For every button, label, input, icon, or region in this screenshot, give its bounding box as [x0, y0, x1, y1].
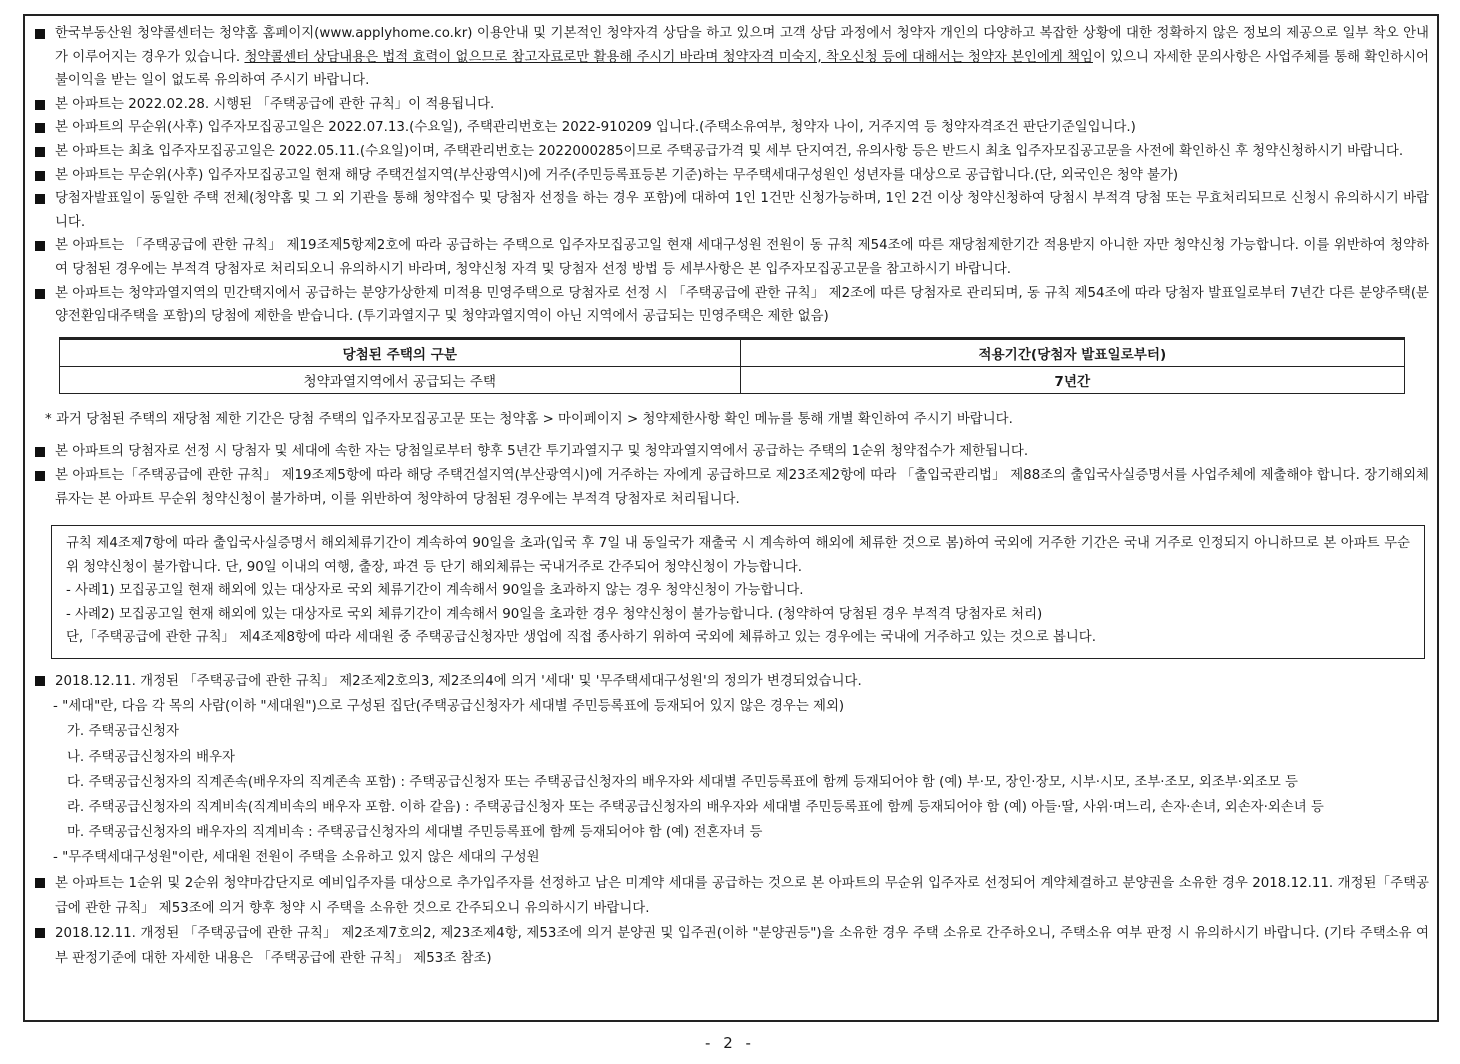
household-definition-1: - "세대"란, 다음 각 목의 사람(이하 "세대원")으로 구성된 집단(주택공급신청자가 세대별 주민등록표에 등재되어 있지 않은 경우는 제외) — [53, 699, 845, 715]
household-list-item: 마. 주택공급신청자의 배우자의 직계비속 : 주택공급신청자의 세대별 주민등록표에 함께 등재되어야 함 (예) 전혼자녀 등 — [67, 825, 763, 841]
household-list-item: 가. 주택공급신청자 — [67, 724, 179, 740]
overseas-stay-box — [51, 525, 1425, 659]
box-paragraph-1: 규칙 제4조제7항에 따라 출입국사실증명서 해외체류기간이 계속하여 90일을 초과(입국 후 7일 내 동일국가 재출국 시 계속하여 해외에 체류한 것으로 봄)하여 국외에 거주한 기간은 국내 거주로 인정되지 아니하므로 본 아파트 무순위 청약신청이 불가합니다. 단, 90일 이내의 여행, 출장, 파견 등 단기 해외체류는 국내거주로 간주되어 청약신청이 가능합니다. — [66, 536, 1410, 575]
document-frame — [23, 14, 1439, 1022]
box-case-2: - 사례2) 모집공고일 현재 해외에 있는 대상자로 국외 체류기간이 계속해서 90일을 초과한 경우 청약신청이 불가능합니다. (청약하여 당첨된 경우 부적격 당첨자로 처리) — [66, 606, 1043, 622]
table-header-row — [60, 338, 1405, 366]
household-definition-2: - "무주택세대구성원"이란, 세대원 전원이 주택을 소유하고 있지 않은 세대의 구성원 — [53, 850, 540, 866]
notice-item-first-rank-limit: 본 아파트의 당첨자로 선정 시 당첨자 및 세대에 속한 자는 당첨일로부터 향후 5년간 투기과열지구 및 청약과열지역에서 공급하는 주택의 1순위 청약접수가 제한됩니다. — [33, 440, 1429, 464]
table-cell-type: 청약과열지역에서 공급되는 주택 — [60, 366, 741, 393]
notice-item-initial-announcement: 본 아파트는 최초 입주자모집공고일은 2022.05.11.(수요일)이며, 주택관리번호는 2022000285이므로 주택공급가격 및 세부 단지여건, 유의사항 등은 반드시 최초 입주자모집공고문을 사전에 확인하신 후 청약신청하시기 바랍니다. — [33, 140, 1429, 164]
notice-item-overheated-area: 본 아파트는 청약과열지역의 민간택지에서 공급하는 분양가상한제 미적용 민영주택으로 당첨자로 선정 시 「주택공급에 관한 규칙」 제2조에 따른 당첨자로 관리되며, 동 규칙 제54조에 따라 당첨자 발표일로부터 7년간 다른 분양주택(분양전환임대주택을 포함)의 당첨에 제한을 받습니다. (투기과열지구 및 청약과열지역이 아닌 지역에서 공급되는 민영주택은 제한 없음) — [33, 282, 1429, 329]
notice-item-ownership-rights: 2018.12.11. 개정된 「주택공급에 관한 규칙」 제2조제7호의2, 제23조제4항, 제53조에 의거 분양권 및 입주권(이하 "분양권등")을 소유한 경우 주택 소유로 간주하오니, 주택소유 여부 판정 시 유의하시기 바랍니다. (기타 주택소유 여부 판정기준에 대한 자세한 내용은 「주택공급에 관한 규칙」 제53조 참조) — [33, 921, 1429, 971]
notice-item-ownership-presale: 본 아파트는 1순위 및 2순위 청약마감단지로 예비입주자를 대상으로 추가입주자를 선정하고 남은 미계약 세대를 공급하는 것으로 본 아파트의 무순위 입주자로 선정되어 계약체결하고 분양권을 소유한 경우 2018.12.11. 개정된「주택공급에 관한 규칙」 제53조에 의거 향후 청약 시 주택을 소유한 것으로 간주되오니 유의하시기 바랍니다. — [33, 871, 1429, 921]
box-paragraph-2: 단,「주택공급에 관한 규칙」 제4조제8항에 따라 세대원 중 주택공급신청자만 생업에 직접 종사하기 위하여 국외에 체류하고 있는 경우에는 국내에 거주하고 있는 것으로 봅니다. — [66, 630, 1096, 646]
notice-item-one-application: 당첨자발표일이 동일한 주택 전체(청약홈 및 그 외 기관을 통해 청약접수 및 당첨자 선정을 하는 경우 포함)에 대하여 1인 1건만 신청가능하며, 1인 2건 이상 청약신청하여 당첨시 부적격 당첨 또는 무효처리되므로 신청시 유의하시기 바랍니다. — [33, 187, 1429, 234]
callcenter-text-pre: 한국부동산원 청약콜센터는 청약홈 홈페이지(www.applyhome.co.kr) 이용안내 및 기본적인 청약자격 상담을 하고 있으며 고객 상담 과정에서 청약자 개인의 다양하고 복잡한 상황에 대한 정확하지 않은 정보의 제공으로 일부 착오 안내가 이루어지는 경우가 있습니다. — [55, 26, 1429, 65]
household-list-item: 라. 주택공급신청자의 직계비속(직계비속의 배우자 포함. 이하 같음) : 주택공급신청자 또는 주택공급신청자의 배우자와 세대별 주민등록표에 함께 등재되어야 함 (예) 아들·딸, 사위·며느리, 손자·손녀, 외손자·외손녀 등 — [67, 800, 1324, 816]
notice-item-callcenter — [33, 22, 1429, 93]
household-definition-title: 2018.12.11. 개정된 「주택공급에 관한 규칙」 제2조제2호의3, 제2조의4에 의거 '세대' 및 '무주택세대구성원'의 정의가 변경되었습니다. — [33, 669, 1429, 694]
household-list-item: 나. 주택공급신청자의 배우자 — [67, 749, 235, 765]
box-case-1: - 사례1) 모집공고일 현재 해외에 있는 대상자로 국외 체류기간이 계속해서 90일을 초과하지 않는 경우 청약신청이 가능합니다. — [66, 583, 804, 599]
callcenter-text-post: 이 있으니 자세한 문의사항은 사업주체를 통해 확인하시어 불이익을 받는 일이 없도록 유의하여 주시기 바랍니다. — [55, 49, 1429, 89]
table-cell-period: 7년간 — [740, 366, 1404, 393]
callcenter-text-underlined: 청약콜센터 상담내용은 법적 효력이 없으므로 참고자료로만 활용해 주시기 바라며 청약자격 미숙지, 착오신청 등에 대해서는 청약자 본인에게 책임 — [244, 49, 1093, 65]
page-number: - 2 - — [705, 1034, 755, 1052]
spacer — [33, 431, 1429, 440]
notice-item-rewin-restriction: 본 아파트는 「주택공급에 관한 규칙」 제19조제5항제2호에 따라 공급하는 주택으로 입주자모집공고일 현재 세대구성원 전원이 동 규칙 제54조에 따른 재당첨제한기간 적용받지 아니한 자만 청약신청 가능합니다. 이를 위반하여 청약하여 당첨된 경우에는 부적격 당첨자로 처리되오니 유의하시기 바라며, 청약신청 자격 및 당첨자 선정 방법 등 세부사항은 본 입주자모집공고문을 참고하시기 바랍니다. — [33, 234, 1429, 281]
table-header-type: 당첨된 주택의 구분 — [60, 338, 741, 366]
table-header-period: 적용기간(당첨자 발표일로부터) — [740, 338, 1404, 366]
table-row — [60, 366, 1405, 393]
household-list-item: 다. 주택공급신청자의 직계존속(배우자의 직계존속 포함) : 주택공급신청자 또는 주택공급신청자의 배우자와 세대별 주민등록표에 함께 등재되어야 함 (예) 부·모, 장인·장모, 시부·시모, 조부·조모, 외조부·외조모 등 — [67, 774, 1298, 790]
restriction-table — [59, 337, 1405, 394]
notice-item-eligibility: 본 아파트는 무순위(사후) 입주자모집공고일 현재 해당 주택건설지역(부산광역시)에 거주(주민등록표등본 기준)하는 무주택세대구성원인 성년자를 대상으로 공급합니다.(단, 외국인은 청약 불가) — [33, 164, 1429, 188]
notice-item-immigration-cert: 본 아파트는「주택공급에 관한 규칙」 제19조제5항에 따라 해당 주택건설지역(부산광역시)에 거주하는 자에게 공급하므로 제23조제2항에 따라 「출입국관리법」 제88조의 출입국사실증명서를 사업주체에 제출해야 합니다. 장기해외체류자는 본 아파트 무순위 청약신청이 불가하며, 이를 위반하여 청약하여 당첨된 경우에는 부적격 당첨자로 처리됩니다. — [33, 464, 1429, 511]
notice-item-rule-applied: 본 아파트는 2022.02.28. 시행된 「주택공급에 관한 규칙」이 적용됩니다. — [33, 93, 1429, 117]
notice-item-announcement-date: 본 아파트의 무순위(사후) 입주자모집공고일은 2022.07.13.(수요일), 주택관리번호는 2022-910209 입니다.(주택소유여부, 청약자 나이, 거주지역 등 청약자격조건 판단기준일입니다.) — [33, 116, 1429, 140]
restriction-note: * 과거 당첨된 주택의 재당첨 제한 기간은 당첨 주택의 입주자모집공고문 또는 청약홈 > 마이페이지 > 청약제한사항 확인 메뉴를 통해 개별 확인하여 주시기 바랍니다. — [45, 411, 1013, 427]
document-content — [33, 22, 1429, 972]
